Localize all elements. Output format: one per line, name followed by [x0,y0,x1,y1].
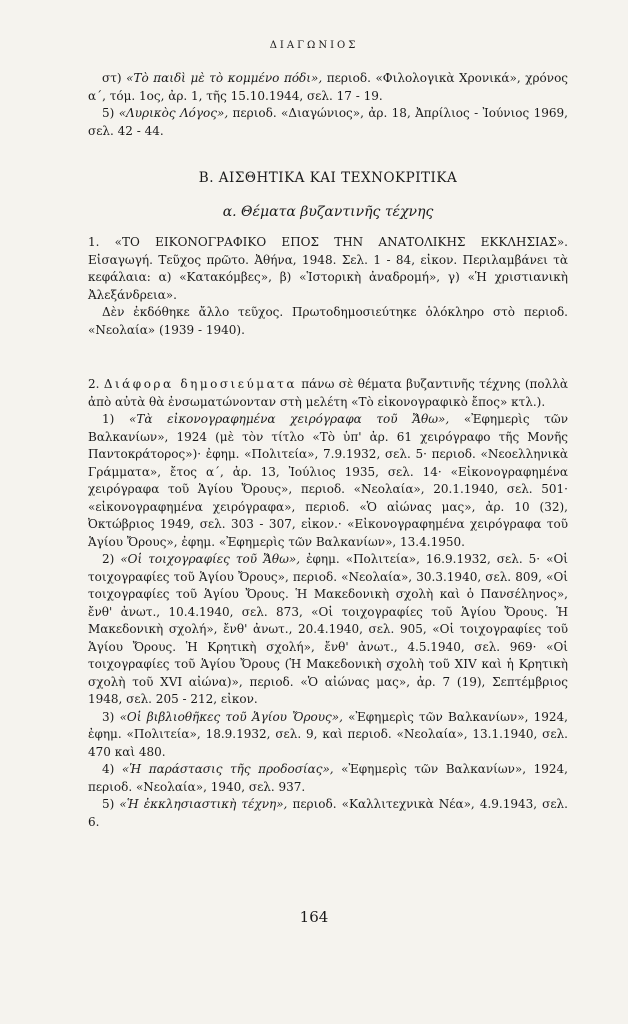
sub-item-5-text: περιοδ. «Καλλιτεχνικὰ Νέα», 4.9.1943, σελ. 6. [88,797,568,829]
sub-item-1-title: «Τὰ εἰκονογραφημένα χειρόγραφα τοῦ Ἄθω», [129,412,450,426]
sub-item-3-title: «Οἱ βιβλιοθῆκες τοῦ Ἁγίου Ὄρους», [119,709,343,724]
sub-item-4-title: «Ἡ παράστασις τῆς προδοσίας», [121,762,334,776]
sub-item-5-title: «Ἡ ἐκκλησιαστικὴ τέχνη», [119,797,288,811]
section-title: Β. ΑΙΣΘΗΤΙΚΑ ΚΑΙ ΤΕΧΝΟΚΡΙΤΙΚΑ [198,170,458,186]
item-st-label: στ) [102,71,122,85]
entry-1-text: 1. «ΤΟ ΕΙΚΟΝΟΓΡΑΦΙΚΟ ΕΠΟΣ ΤΗΝ ΑΝΑΤΟΛΙΚΗΣ ΕΚΚΛΗΣΙΑΣ». Εἰσαγωγή. Τεῦχος πρῶτο. Ἀθήνα, 1948. Σελ. 1 - 84, εἰκον. Περιλαμβάνει τὰ κεφάλαια: α) «Κατακόμβες», β) «Ἱστορικὴ ἀναδρομή», γ) «Ἡ χριστιανικὴ Ἀλεξάνδρεια». [88,235,568,302]
sub-item-1 [88,411,568,551]
top-items [88,70,568,140]
sub-item-4-num: 4) [102,762,115,776]
sub-item-4-text: «Ἐφημερὶς τῶν Βαλκανίων», 1924, περιοδ. «Νεολαία», 1940, σελ. 937. [88,762,568,794]
sub-item-5 [88,796,568,831]
sub-item-1-num: 1) [102,412,115,426]
entry-1-note: Δὲν ἐκδόθηκε ἄλλο τεῦχος. Πρωτοδημοσιεύτηκε ὁλόκληρο στὸ περιοδ. «Νεολαία» (1939 - 1940). [88,305,568,337]
sub-item-2-text: ἐφημ. «Πολιτεία», 16.9.1932, σελ. 5· «Οἱ τοιχογραφίες τοῦ Ἁγίου Ὄρους», περιοδ. «Νεολαία», 30.3.1940, σελ. 809, «Οἱ τοιχογραφίες τοῦ Ἁγίου Ὄρους. Ἡ Μακεδονικὴ σχολὴ καὶ ὁ Πανσέληνος», ἔνθ' ἀνωτ., 10.4.1940, σελ. 873, «Οἱ τοιχογραφίες τοῦ Ἁγίου Ὄρους. Ἡ Μακεδονικὴ σχολή», ἔνθ' ἀνωτ., 20.4.1940, σελ. 905, «Οἱ τοιχογραφίες τοῦ Ἁγίου Ὄρους. Ἡ Κρητικὴ σχολή», ἔνθ' ἀνωτ., 4.5.1940, σελ. 969· «Οἱ τοιχογραφίες τοῦ Ἁγίου Ὄρους (Ἡ Μακεδονικὴ σχολὴ τοῦ XIV καὶ ἡ Κρητικὴ σχολὴ τοῦ XVI αἰώνα)», περιοδ. «Ὁ αἰώνας μας», ἀρ. 7 (19), Σεπτέμβριος 1948, σελ. 205 - 212, εἰκον. [88,552,568,706]
item-5 [88,105,568,140]
sub-item-1-text: «Ἐφημερὶς τῶν Βαλκανίων», 1924 (μὲ τὸν τίτλο «Τὸ ὑπ' ἀρ. 61 χειρόγραφο τῆς Μονῆς Παντοκράτορος»)· ἐφημ. «Πολιτεία», 7.9.1932, σελ. 5· περιοδ. «Νεοελληνικὰ Γράμματα», ἔτος α΄, ἀρ. 13, Ἰούλιος 1935, σελ. 14· «Εἰκονογραφημένα χειρόγραφα τοῦ Ἁγίου Ὄρους», περιοδ. «Νεολαία», 20.1.1940, σελ. 501· «εἰκονογραφημένα χειρόγραφα», περιοδ. «Ὁ αἰώνας μας», ἀρ. 10 (32), Ὀκτώβριος 1949, σελ. 303 - 307, εἰκον.· «Εἰκονογραφημένα χειρόγραφα τοῦ Ἁγίου Ὄρους», ἐφημ. «Ἐφημερὶς τῶν Βαλκανίων», 13.4.1950. [88,412,568,549]
sub-item-2-title: «Οἱ τοιχογραφίες τοῦ Ἄθω», [120,552,301,566]
entry-2-number: 2. [88,377,100,391]
entry-1 [88,234,568,339]
sub-item-2 [88,551,568,709]
item-st [88,70,568,105]
entry-2 [88,376,568,831]
sub-item-5-num: 5) [102,797,115,811]
subsection-title: α. Θέματα βυζαντινῆς τέχνης [222,204,434,220]
entry-2-heading: Διάφορα δημοσιεύματα [103,377,297,391]
item-5-text: περιοδ. «Διαγώνιος», ἀρ. 18, Ἀπρίλιος - Ἰούνιος 1969, σελ. 42 - 44. [88,106,568,138]
item-st-text: περιοδ. «Φιλολογικὰ Χρονικά», χρόνος α΄, τόμ. 1ος, ἀρ. 1, τῆς 15.10.1944, σελ. 17 - 19. [88,71,569,103]
item-st-title: «Τὸ παιδὶ μὲ τὸ κομμένο πόδι», [126,71,323,85]
item-5-title: «Λυρικὸς Λόγος», [118,106,229,120]
sub-item-4 [88,761,568,796]
sub-item-3 [88,709,568,762]
item-5-label: 5) [102,106,115,120]
sub-item-2-num: 2) [102,552,115,566]
running-head: ΔΙΑΓΩΝΙΟΣ [269,40,359,51]
entry-2-intro [88,376,568,411]
page-number: 164 [299,908,329,926]
sub-item-3-num: 3) [102,709,115,724]
entry-2-rest: πάνω σὲ θέματα βυζαντινῆς τέχνης (πολλὰ ἀπὸ αὐτὰ θὰ ἐνσωματώνονταν στὴ μελέτη «Τὸ εἰκονογραφικὸ ἔπος» κτλ.). [88,377,568,409]
sub-item-3-text: «Ἐφημερὶς τῶν Βαλκανίων», 1924, ἐφημ. «Πολιτεία», 18.9.1932, σελ. 9, καὶ περιοδ. «Νεολαία», 13.1.1940, σελ. 470 καὶ 480. [88,709,568,759]
